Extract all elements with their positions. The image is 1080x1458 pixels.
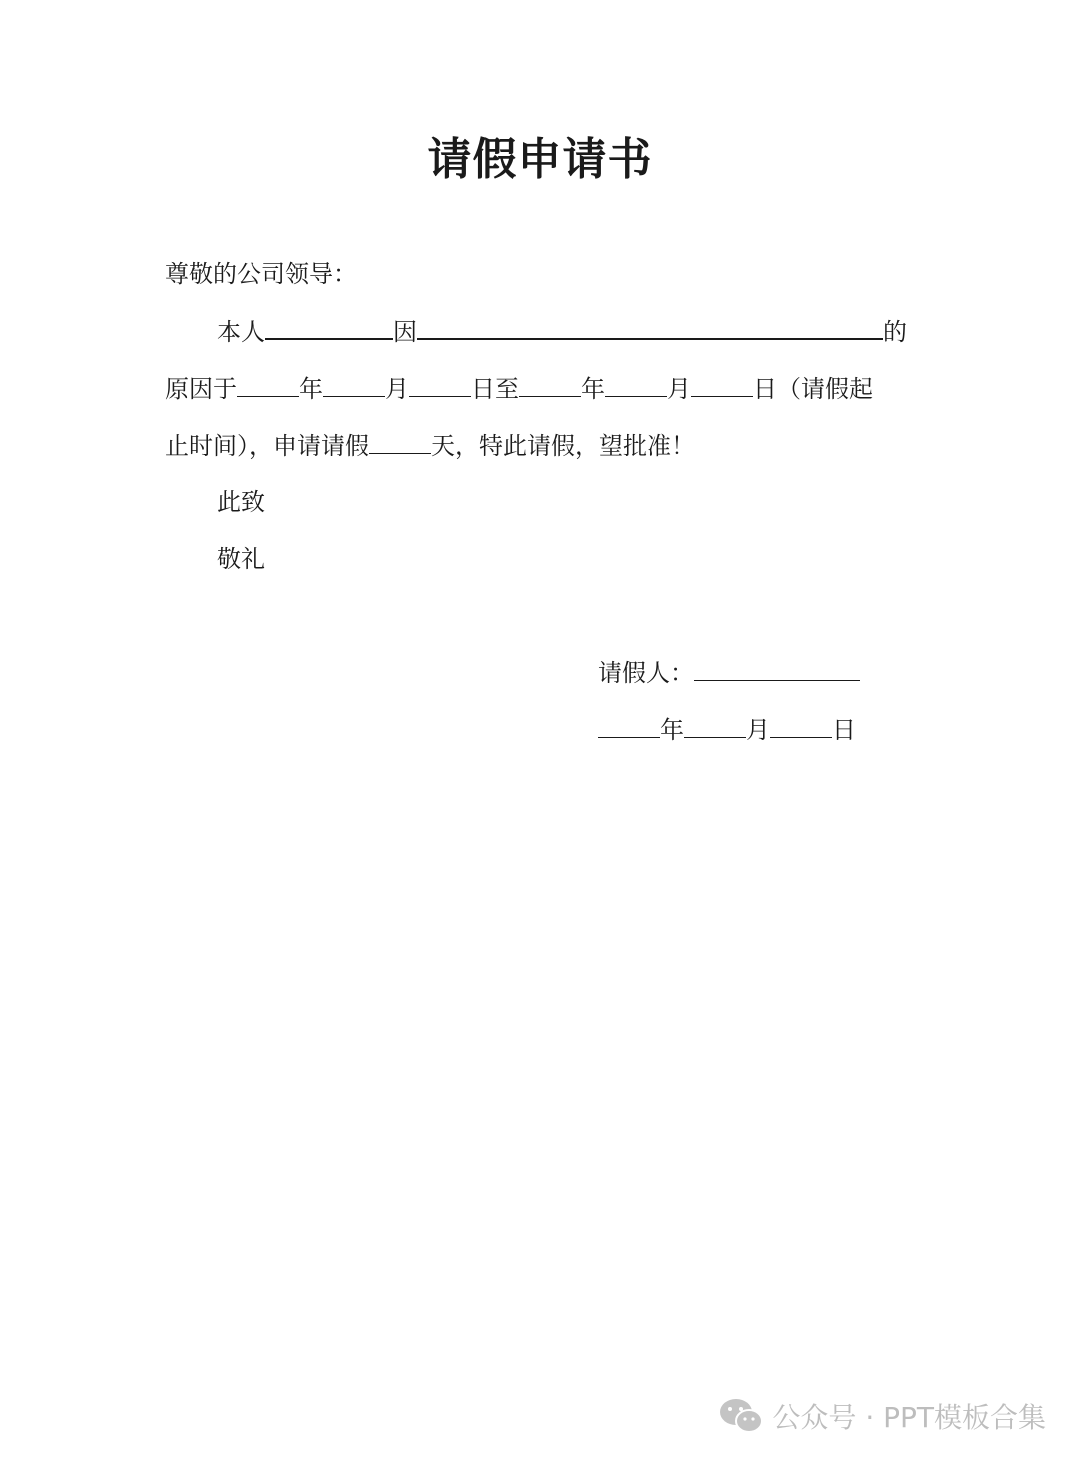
text-year: 年 [299, 375, 323, 403]
end-month-blank[interactable] [605, 374, 667, 397]
text-sign-year: 年 [660, 716, 684, 744]
signature-blank[interactable] [694, 658, 860, 681]
text-month: 月 [385, 375, 409, 403]
text-of: 的 [883, 318, 907, 346]
start-year-blank[interactable] [237, 374, 299, 397]
text-self: 本人 [217, 318, 265, 346]
signature-date [598, 714, 856, 746]
body-line-1 [217, 316, 907, 348]
wechat-icon [718, 1397, 764, 1435]
sign-month-blank[interactable] [684, 715, 746, 738]
start-month-blank[interactable] [323, 374, 385, 397]
days-blank[interactable] [369, 431, 431, 454]
end-day-blank[interactable] [691, 374, 753, 397]
sign-day-blank[interactable] [770, 715, 832, 738]
text-month-2: 月 [667, 375, 691, 403]
closing-line-2: 敬礼 [217, 545, 265, 573]
text-sign-month: 月 [746, 716, 770, 744]
salutation: 尊敬的公司领导： [165, 260, 357, 288]
text-sign-day: 日 [832, 716, 856, 744]
signature-line [598, 657, 860, 689]
closing-line-1: 此致 [217, 488, 265, 516]
end-year-blank[interactable] [519, 374, 581, 397]
sign-year-blank[interactable] [598, 715, 660, 738]
watermark [718, 1396, 1046, 1436]
body-line-2 [165, 373, 873, 405]
text-day-period: 日（请假起 [753, 375, 873, 403]
text-year-2: 年 [581, 375, 605, 403]
text-apply: 止时间），申请请假 [165, 432, 369, 460]
name-blank[interactable] [265, 316, 393, 340]
body-line-3 [165, 430, 695, 462]
signature-label: 请假人： [598, 659, 694, 687]
text-days-approve: 天，特此请假，望批准！ [431, 432, 695, 460]
text-because: 因 [393, 318, 417, 346]
page-title: 请假申请书 [427, 134, 653, 185]
watermark-text: 公众号 · PPT模板合集 [772, 1401, 1046, 1434]
text-reason-on: 原因于 [165, 375, 237, 403]
start-day-blank[interactable] [409, 374, 471, 397]
text-day-to: 日至 [471, 375, 519, 403]
reason-blank[interactable] [417, 316, 883, 340]
